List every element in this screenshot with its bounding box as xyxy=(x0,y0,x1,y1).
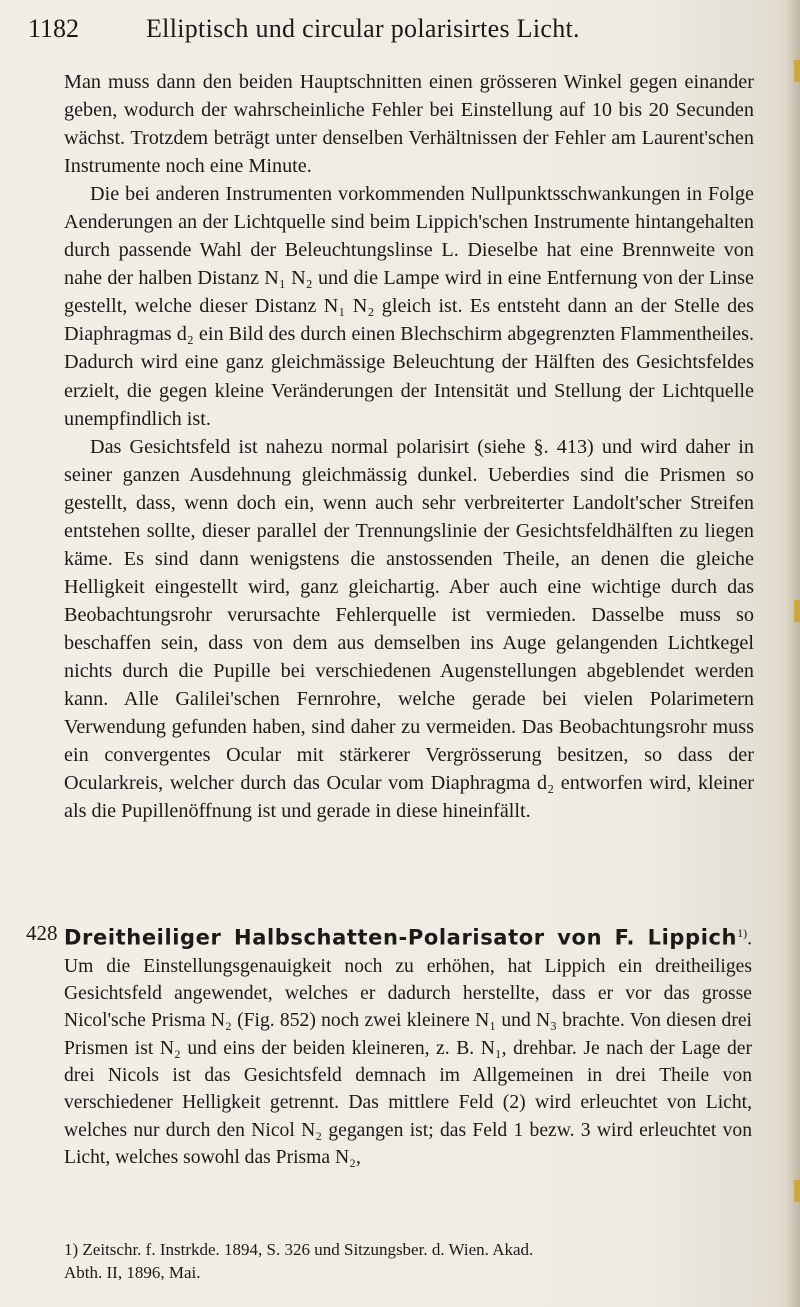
main-text xyxy=(64,68,754,825)
page-edge-mark xyxy=(794,600,800,622)
running-title: Elliptisch und circular polarisirtes Licht. xyxy=(146,14,580,43)
footnote-line: 1) Zeitschr. f. Instrkde. 1894, S. 326 und Sitzungsber. d. Wien. Akad. xyxy=(64,1240,534,1259)
page-edge-shadow xyxy=(786,0,800,1307)
page-number: 1182 xyxy=(28,14,80,43)
footnote xyxy=(64,1238,754,1284)
section-number: 428 xyxy=(26,921,58,945)
section-title: Dreitheiliger Halbschatten-Polarisator von F. Lippich xyxy=(64,925,738,950)
paragraph: Man muss dann den beiden Hauptschnitten einen grösseren Winkel gegen einander geben, wodurch der wahrscheinliche Fehler bei Einstellung auf 10 bis 20 Secunden wächst. Trotzdem beträgt unter denselben Verhältnissen der Fehler am Laurent'schen Instrumente noch eine Minute. xyxy=(64,71,754,178)
paragraph: Die bei anderen Instrumenten vorkommenden Nullpunktsschwankungen in Folge Aenderungen an der Lichtquelle sind beim Lippich'schen Instrumente hintangehalten durch passende Wahl der Beleuchtungslinse L. Dieselbe hat eine Brennweite von nahe der halben Distanz N₁ N₂ und die Lampe wird in eine Entfernung von der Linse gestellt, welche dieser Distanz N₁ N₂ gleich ist. Es entsteht dann an der Stelle des Diaphragmas d₂ ein Bild des durch einen Blechschirm abgegrenzten Flammentheiles. Dadurch wird eine ganz gleichmässige Beleuchtung der Hälften des Gesichtsfeldes erzielt, die gegen kleine Veränderungen der Intensität und Stellung der Lichtquelle unempfindlich ist. xyxy=(64,183,754,430)
section-428 xyxy=(26,920,752,1171)
footnote-marker: 1) xyxy=(737,926,748,940)
section-text: . Um die Einstellungsgenauigkeit noch zu erhöhen, hat Lippich ein dreitheiliges Gesichtsfeld angewendet, welches er dadurch herstellte, dass er vor das grosse Nicol'sche Prisma N₂ (Fig. 852) noch zwei kleinere N₁ und N₃ brachte. Von diesen drei Prismen ist N₂ und eins der beiden kleineren, z. B. N₁, drehbar. Je nach der Lage der drei Nicols ist das Gesichtsfeld demnach im Allgemeinen in drei Theile von verschiedener Helligkeit getrennt. Das mittlere Feld (2) wird erleuchtet von Licht, welches nur durch den Nicol N₂ gegangen ist; das Feld 1 bezw. 3 wird erleuchtet von Licht, welches sowohl das Prisma N₂, xyxy=(64,928,752,1168)
footnote-line: Abth. II, 1896, Mai. xyxy=(64,1263,201,1282)
page-edge-mark xyxy=(794,60,800,82)
page-edge-mark xyxy=(794,1180,800,1202)
section-body xyxy=(64,920,752,1171)
paragraph: Das Gesichtsfeld ist nahezu normal polarisirt (siehe §. 413) und wird daher in seiner ganzen Ausdehnung gleichmässig dunkel. Ueberdies sind die Prismen so gestellt, dass, wenn doch ein, wenn auch sehr verbreiterter Landolt'scher Streifen entstehen sollte, dieser parallel der Trennungslinie der Gesichtsfeldhälften zu liegen käme. Es sind dann wenigstens die anstossenden Theile, an denen die gleiche Helligkeit eingestellt wird, ganz gleichartig. Aber auch eine wichtige durch das Beobachtungsrohr verursachte Fehlerquelle ist vermieden. Dasselbe muss so beschaffen sein, dass von dem aus demselben ins Auge gelangenden Lichtkegel nichts durch die Pupille bei verschiedenen Augenstellungen abgeblendet werden kann. Alle Galilei'schen Fernrohre, welche gerade bei vielen Polarimetern Verwendung gefunden haben, sind daher zu vermeiden. Das Beobachtungsrohr muss ein convergentes Ocular mit stärkerer Vergrösserung besitzen, so dass der Ocularkreis, welcher durch das Ocular vom Diaphragma d₂ entworfen wird, kleiner als die Pupillenöffnung ist und gerade in diese hineinfällt. xyxy=(64,435,754,823)
